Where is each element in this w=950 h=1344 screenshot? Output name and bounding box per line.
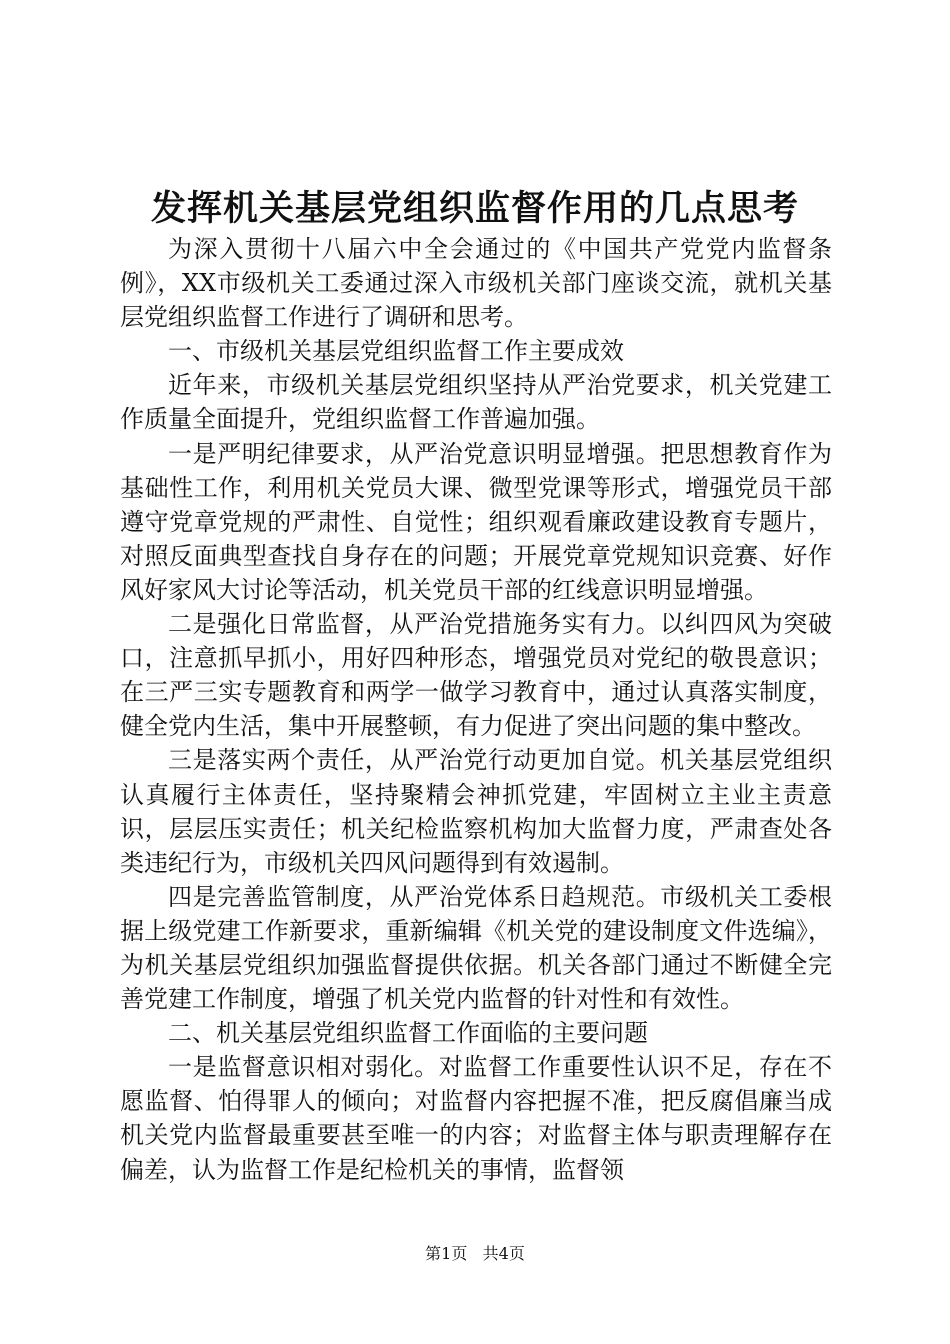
body-paragraph: 二是强化日常监督，从严治党措施务实有力。以纠四风为突破口，注意抓早抓小，用好四种形态，增强党员对党纪的敬畏意识；在三严三实专题教育和两学一做学习教育中，通过认真落实制度，健全党内生活，集中开展整顿，有力促进了突出问题的集中整改。 bbox=[120, 610, 832, 741]
page-footer bbox=[0, 1243, 950, 1265]
page-total: 共4页 bbox=[482, 1244, 525, 1263]
document-title: 发挥机关基层党组织监督作用的几点思考 bbox=[150, 188, 799, 229]
intro-paragraph: 为深入贯彻十八届六中全会通过的《中国共产党党内监督条例》，XX市级机关工委通过深入市级机关部门座谈交流，就机关基层党组织监督工作进行了调研和思考。 bbox=[120, 235, 832, 332]
body-paragraph: 三是落实两个责任，从严治党行动更加自觉。机关基层党组织认真履行主体责任，坚持聚精会神抓党建，牢固树立主业主责意识，层层压实责任；机关纪检监察机构加大监督力度，严肃查处各类违纪行为，市级机关四风问题得到有效遏制。 bbox=[120, 746, 832, 877]
page-number: 第1页 bbox=[425, 1244, 468, 1263]
body-paragraph: 近年来，市级机关基层党组织坚持从严治党要求，机关党建工作质量全面提升，党组织监督工作普遍加强。 bbox=[120, 371, 832, 434]
section-heading-2: 二、机关基层党组织监督工作面临的主要问题 bbox=[168, 1019, 648, 1048]
body-paragraph: 一是监督意识相对弱化。对监督工作重要性认识不足，存在不愿监督、怕得罪人的倾向；对监督内容把握不准，把反腐倡廉当成机关党内监督最重要甚至唯一的内容；对监督主体与职责理解存在偏差，认为监督工作是纪检机关的事情，监督领 bbox=[120, 1053, 832, 1184]
document-body bbox=[120, 232, 832, 1187]
body-paragraph: 一是严明纪律要求，从严治党意识明显增强。把思想教育作为基础性工作，利用机关党员大课、微型党课等形式，增强党员干部遵守党章党规的严肃性、自觉性；组织观看廉政建设教育专题片，对照反面典型查找自身存在的问题；开展党章党规知识竞赛、好作风好家风大讨论等活动，机关党员干部的红线意识明显增强。 bbox=[120, 439, 832, 604]
section-heading-1: 一、市级机关基层党组织监督工作主要成效 bbox=[168, 337, 624, 366]
body-paragraph: 四是完善监管制度，从严治党体系日趋规范。市级机关工委根据上级党建工作新要求，重新编辑《机关党的建设制度文件选编》，为机关基层党组织加强监督提供依据。机关各部门通过不断健全完善党建工作制度，增强了机关党内监督的针对性和有效性。 bbox=[120, 882, 832, 1014]
